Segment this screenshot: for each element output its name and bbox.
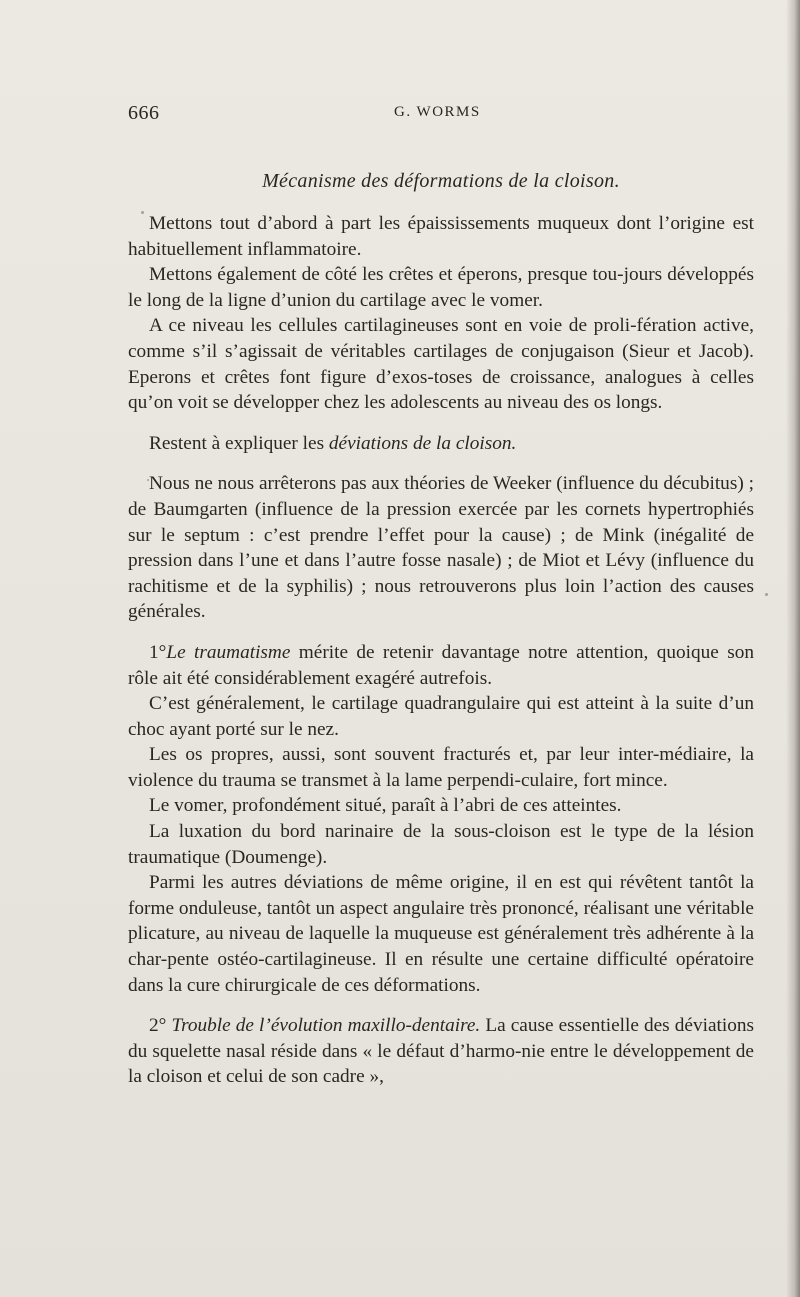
page-number: 666 [128,102,160,124]
page-edge-shadow [786,0,800,1297]
running-head: G. WORMS [394,104,481,120]
paragraph [128,640,754,691]
italic-phrase: déviations de la cloison. [328,432,517,454]
paragraph-text: mérite de retenir davantage notre attention, quoique son rôle ait été considérablement exagéré autrefois. [128,641,754,689]
paragraph: Le vomer, profondément situé, paraît à l’abri de ces atteintes. [149,795,622,817]
paragraph-text: La cause essentielle des déviations du squelette nasal réside dans « le défaut d’harmo-nie entre le développement de la cloison et celui de son cadre », [128,1015,754,1088]
italic-phrase: Le traumatisme [166,641,291,663]
paragraph: C’est généralement, le cartilage quadrangulaire qui est atteint à la suite d’un choc ayant porté sur le nez. [128,693,754,740]
paragraph-text: Restent à expliquer les [149,432,329,454]
paragraph [128,431,754,457]
paragraph: Mettons également de côté les crêtes et éperons, presque tou-jours développés le long de la ligne d’union du cartilage avec le vomer. [128,264,754,311]
page-header [128,96,754,126]
paragraph: A ce niveau les cellules cartilagineuses sont en voie de proli-fération active, comme s’il s’agissait de véritables cartilages de conjugaison (Sieur et Jacob). Eperons et crêtes font figure d’exos-toses de croissance, analogues à celles qu’on voit se développer chez les adolescents au niveau des os longs. [128,315,754,414]
paragraph: La luxation du bord narinaire de la sous-cloison est le type de la lésion traumatique (Doumenge). [128,821,754,868]
section-title: Mécanisme des déformations de la cloison. [262,170,620,192]
paragraph [128,1013,754,1090]
body-text [128,211,754,1090]
italic-phrase: Trouble de l’évolution maxillo-dentaire. [171,1015,481,1037]
paragraph: Les os propres, aussi, sont souvent fracturés et, par leur inter-médiaire, la violence du trauma se transmet à la lame perpendi-culaire, fort mince. [128,744,754,791]
paragraph: Parmi les autres déviations de même origine, il en est qui révêtent tantôt la forme onduleuse, tantôt un aspect angulaire très prononcé, réalisant une véritable plicature, au niveau de laquelle la muqueuse est généralement très adhérente à la char-pente ostéo-cartilagineuse. Il en résulte une certaine difficulté opératoire dans la cure chirurgicale de ces déformations. [128,872,754,996]
paragraph: Nous ne nous arrêterons pas aux théories de Weeker (influence du décubitus) ; de Baumgarten (influence de la pression exercée par les cornets hypertrophiés sur le septum : c’est prendre l’effet pour la cause) ; de Mink (inégalité de pression dans l’une et dans l’autre fosse nasale) ; de Miot et Lévy (influence du rachitisme et de la syphilis) ; nous retrouverons plus loin l’action des causes générales. [128,473,754,623]
paragraph: Mettons tout d’abord à part les épaississements muqueux dont l’origine est habituellement inflammatoire. [128,213,754,260]
scan-speck [765,593,768,596]
list-number: 2° [149,1015,167,1037]
page-content [128,96,754,1090]
list-number: 1° [149,641,167,663]
